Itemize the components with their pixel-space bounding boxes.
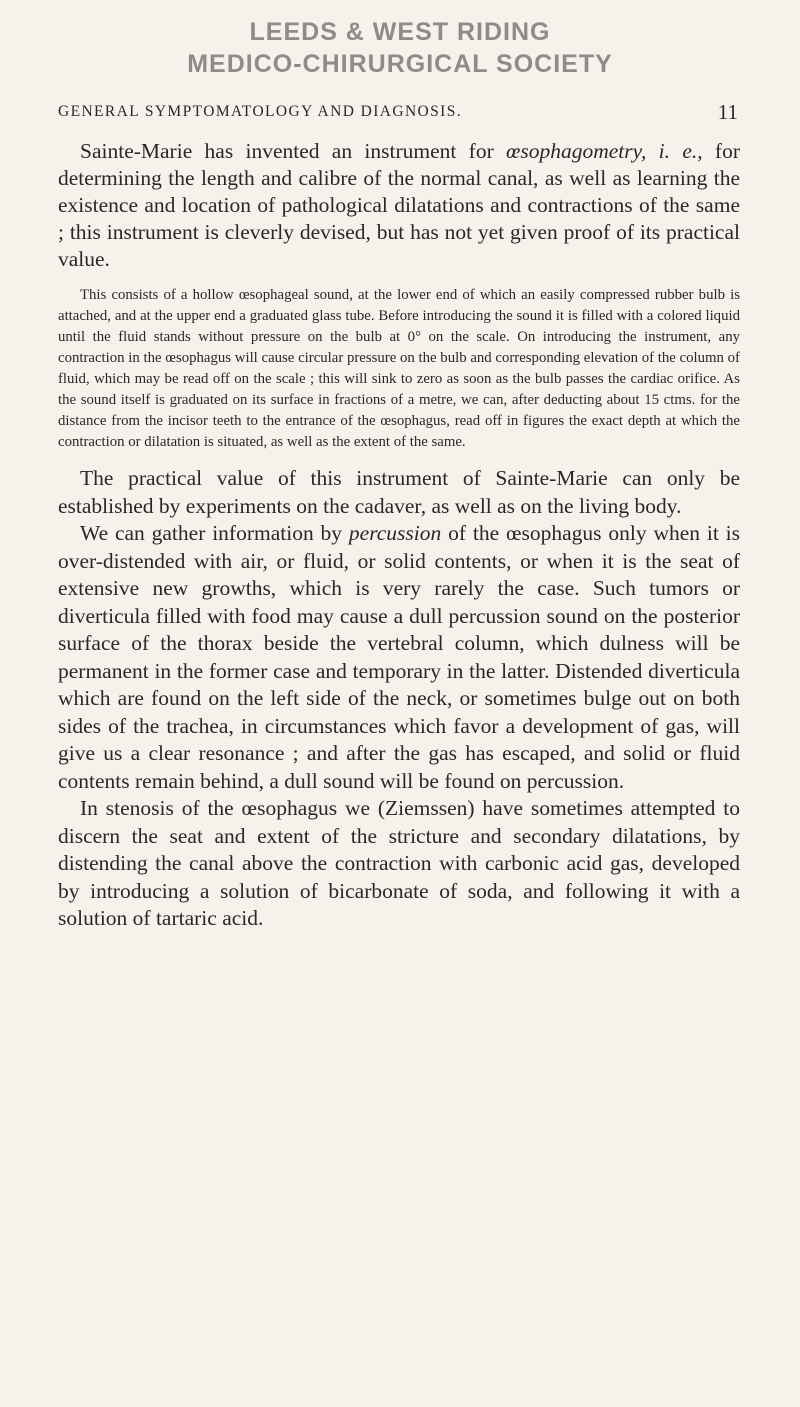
paragraph-stenosis: In stenosis of the œsophagus we (Ziemssen) have sometimes attempted to discern the seat and extent of the stricture and secondary dilatations, by distending the canal above the contraction with carbonic acid gas, developed by introducing a solution of bicarbonate of soda, and following it with a solution of tartaric acid. — [58, 796, 740, 930]
term-percussion: percussion — [348, 521, 442, 545]
running-header — [58, 100, 738, 124]
paragraph-practical-value: The practical value of this instrument of Sainte-Marie can only be established by experiments on the cadaver, as well as on the living body. — [58, 466, 740, 518]
term-oesophagometry: œsophagometry, i. e. — [506, 139, 698, 163]
paragraph-intro-text-b: , for determining the length and calibre of the normal canal, as well as learning the existence and location of pathological dilatations and contractions of the same ; this instrument is cleverly devised, but has not yet given proof of its practical value. — [58, 139, 740, 271]
paragraph-percussion — [58, 520, 740, 795]
page-body — [58, 138, 740, 933]
library-stamp-line1: LEEDS & WEST RIDING — [249, 18, 551, 46]
paragraph-percussion-text-b: of the œsophagus only when it is over-distended with air, or fluid, or solid contents, or when it is the seat of extensive new growths, which is very rarely the case. Such tumors or diverticula filled with food may cause a dull percussion sound on the posterior surface of the thorax beside the vertebral column, which dulness will be permanent in the former case and temporary in the latter. Distended diverticula which are found on the left side of the neck, or sometimes bulge out on both sides of the trachea, in circumstances which favor a development of gas, will give us a clear resonance ; and after the gas has escaped, and solid or fluid contents remain behind, a dull sound will be found on percussion. — [58, 521, 740, 793]
running-header-title: GENERAL SYMPTOMATOLOGY AND DIAGNOSIS. — [58, 103, 463, 120]
paragraph-intro — [58, 138, 740, 273]
paragraph-instrument-description: This consists of a hollow œsophageal sound, at the lower end of which an easily compressed rubber bulb is attached, and at the upper end a graduated glass tube. Before introducing the sound it is filled with a colored liquid until the fluid stands without pressure on the bulb at 0° on the scale. On introducing the instrument, any contraction in the œsophagus will cause circular pressure on the bulb and corresponding elevation of the column of fluid, which may be read off on the scale ; this will sink to zero as soon as the bulb passes the cardiac orifice. As the sound itself is graduated on its surface in fractions of a metre, we can, after deducting about 15 ctms. for the distance from the incisor teeth to the entrance of the œsophagus, read off in figures the exact depth at which the contraction or dilatation is situated, as well as the extent of the same. — [58, 287, 740, 450]
page-number: 11 — [717, 100, 738, 124]
library-stamp-line2: MEDICO-CHIRURGICAL SOCIETY — [187, 50, 613, 78]
paragraph-percussion-text-a: We can gather information by — [80, 521, 349, 545]
paragraph-intro-text-a: Sainte-Marie has invented an instrument for — [80, 139, 507, 163]
